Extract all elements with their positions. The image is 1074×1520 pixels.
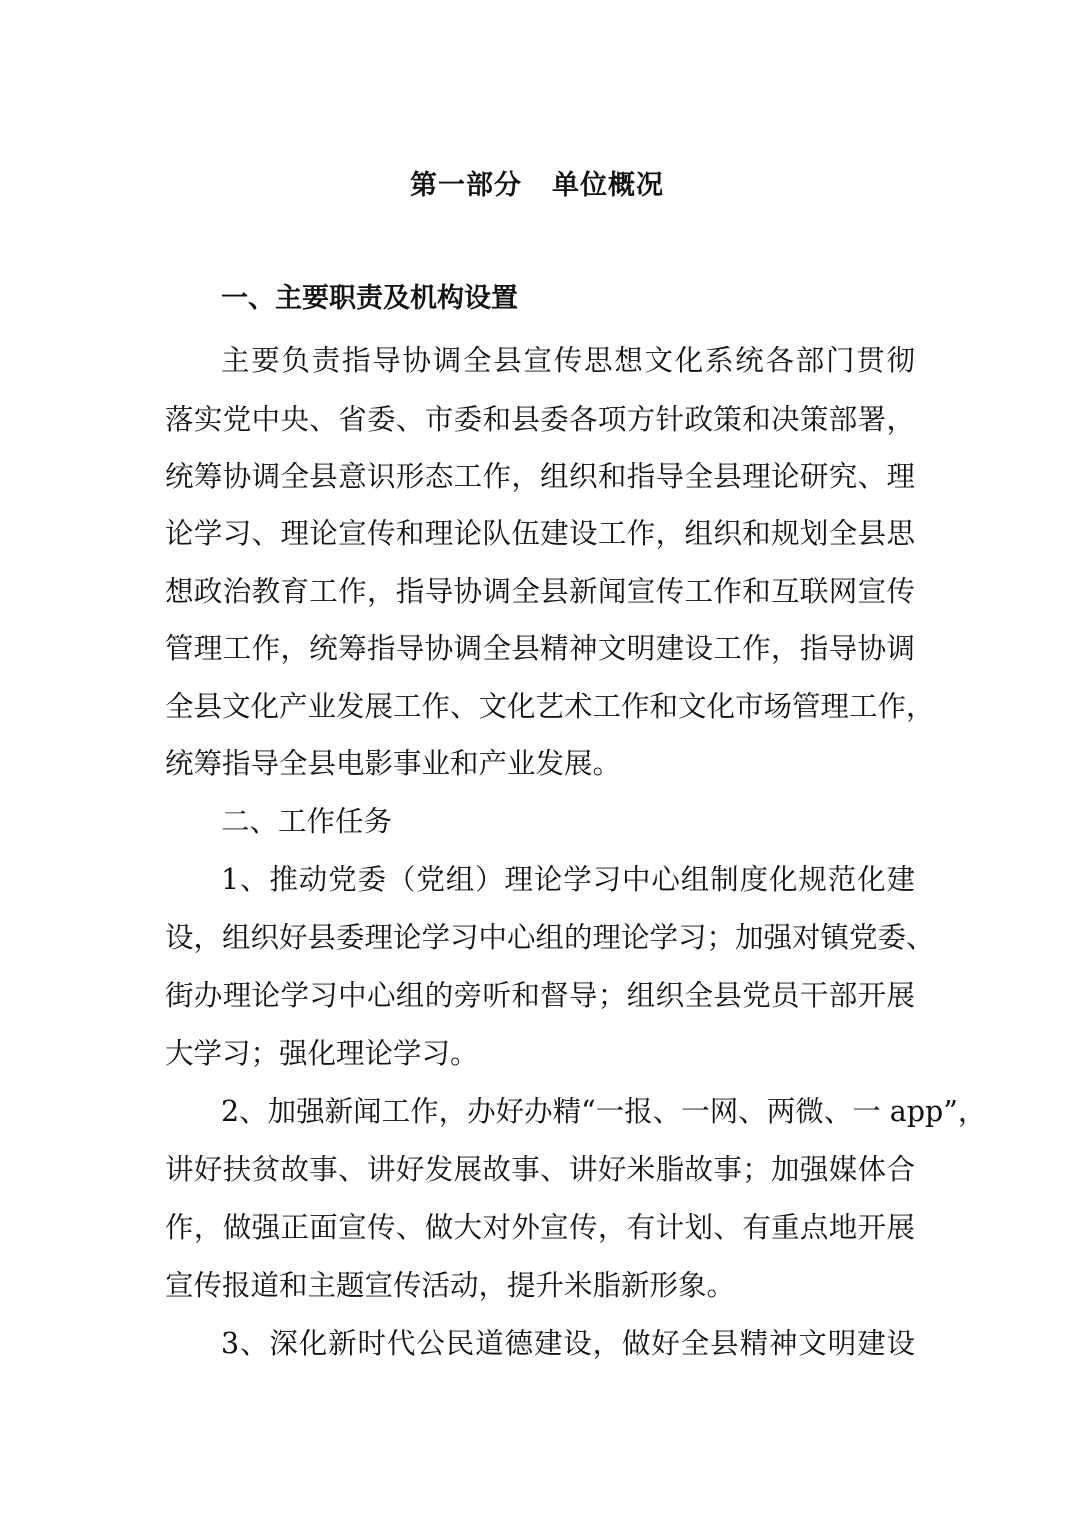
paragraph-line: 主要负责指导协调全县宣传思想文化系统各部门贯彻 [221,344,915,377]
paragraph-line: 大学习；强化理论学习。 [165,1037,479,1070]
title-part-2: 单位概况 [552,170,664,201]
paragraph-line: 统筹协调全县意识形态工作，组织和指导全县理论研究、理 [165,460,915,493]
paragraph-line: 作，做强正面宣传、做大对外宣传，有计划、有重点地开展 [165,1211,915,1244]
paragraph-line: 宣传报道和主题宣传活动，提升米脂新形象。 [165,1269,736,1302]
paragraph-line: 街办理论学习中心组的旁听和督导；组织全县党员干部开展 [165,979,915,1012]
paragraph-line: 全县文化产业发展工作、文化艺术工作和文化市场管理工作， [165,690,935,723]
section-heading-duties: 一、主要职责及机构设置 [221,283,518,314]
paragraph-line: 论学习、理论宣传和理论队伍建设工作，组织和规划全县思 [165,517,915,550]
paragraph-line: 3、深化新时代公民道德建设，做好全县精神文明建设 [221,1327,915,1360]
section-heading-tasks: 二、工作任务 [221,805,393,838]
paragraph-line: 统筹指导全县电影事业和产业发展。 [165,747,622,780]
paragraph-line: 想政治教育工作，指导协调全县新闻宣传工作和互联网宣传 [165,575,915,608]
paragraph-line: 1、推动党委（党组）理论学习中心组制度化规范化建 [221,863,915,896]
title-part-1: 第一部分 [410,170,522,201]
paragraph-line: 设，组织好县委理论学习中心组的理论学习；加强对镇党委、 [165,921,935,954]
paragraph-line: 2、加强新闻工作，办好办精“一报、一网、两微、一 app”， [221,1095,987,1128]
page-title [0,164,1074,208]
paragraph-line: 管理工作，统筹指导协调全县精神文明建设工作，指导协调 [165,632,915,665]
paragraph-line: 落实党中央、省委、市委和县委各项方针政策和决策部署， [165,403,915,436]
paragraph-line: 讲好扶贫故事、讲好发展故事、讲好米脂故事；加强媒体合 [165,1153,915,1186]
